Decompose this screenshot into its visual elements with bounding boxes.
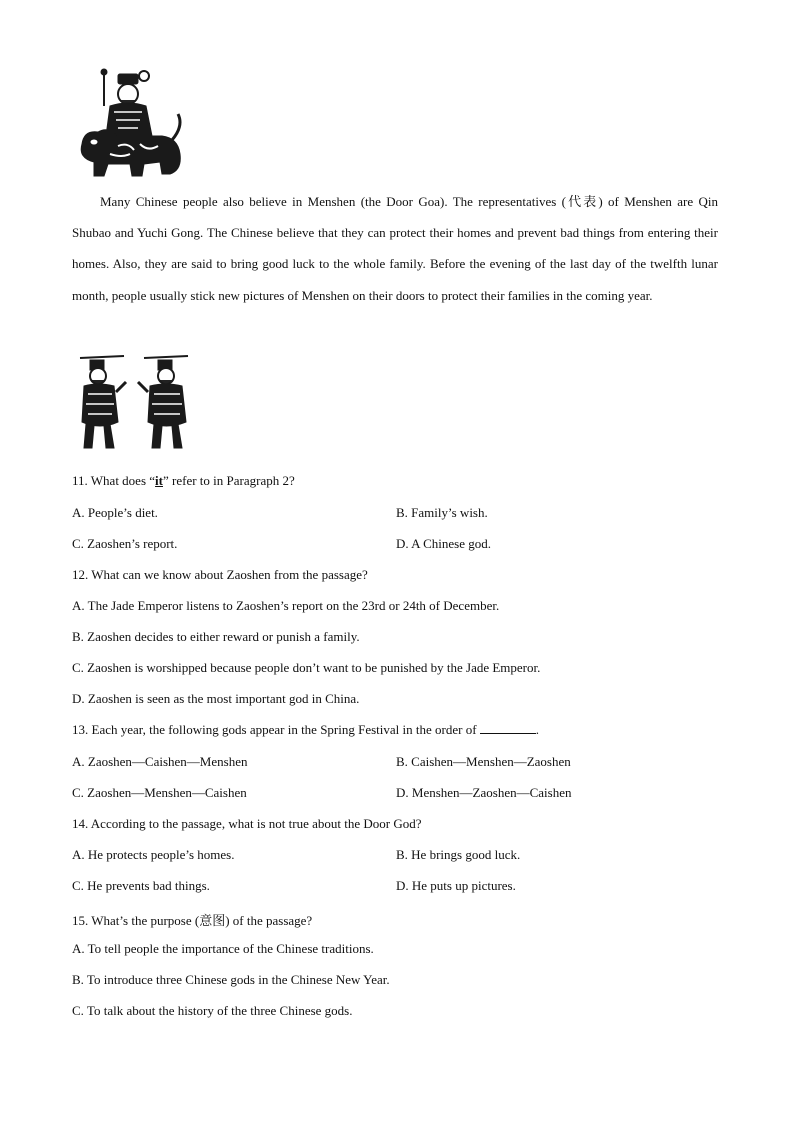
question-13-option-b[interactable]: B. Caishen—Menshen—Zaoshen (396, 754, 571, 769)
question-14-option-c[interactable]: C. He prevents bad things. (72, 878, 210, 893)
question-11-option-c[interactable]: C. Zaoshen’s report. (72, 536, 178, 551)
question-14-option-d[interactable]: D. He puts up pictures. (396, 878, 516, 893)
menshen-door-gods-illustration (76, 352, 194, 456)
question-11-stem-pre: 11. What does “ (72, 473, 156, 488)
question-15-option-c[interactable]: C. To talk about the history of the three Chinese gods. (72, 1003, 353, 1018)
question-14-stem: 14. According to the passage, what is not true about the Door God? (72, 816, 422, 831)
question-11-option-b[interactable]: B. Family’s wish. (396, 505, 488, 520)
caishen-on-tiger-illustration (74, 66, 186, 180)
question-13-stem-text: 13. Each year, the following gods appear in the Spring Festival in the order of (72, 722, 477, 737)
question-13-option-d[interactable]: D. Menshen—Zaoshen—Caishen (396, 785, 572, 800)
question-12-stem: 12. What can we know about Zaoshen from the passage? (72, 567, 368, 582)
question-15-option-a[interactable]: A. To tell people the importance of the Chinese traditions. (72, 941, 374, 956)
question-11-stem-post: ” refer to in Paragraph 2? (163, 473, 295, 488)
question-15-option-b[interactable]: B. To introduce three Chinese gods in the Chinese New Year. (72, 972, 390, 987)
answer-blank (480, 722, 536, 734)
question-13-option-a[interactable]: A. Zaoshen—Caishen—Menshen (72, 754, 248, 769)
question-12-option-d[interactable]: D. Zaoshen is seen as the most important god in China. (72, 691, 360, 706)
question-11-keyword: it (155, 473, 163, 488)
question-12-option-a[interactable]: A. The Jade Emperor listens to Zaoshen’s report on the 23rd or 24th of December. (72, 598, 500, 613)
question-14-option-a[interactable]: A. He protects people’s homes. (72, 847, 235, 862)
question-11-option-d[interactable]: D. A Chinese god. (396, 536, 491, 551)
question-14-option-b[interactable]: B. He brings good luck. (396, 847, 521, 862)
question-11-stem (72, 473, 295, 489)
passage-paragraph: Many Chinese people also believe in Menshen (the Door Goa). The representatives (代表) of Menshen are Qin Shubao and Yuchi Gong. The Chinese believe that they can protect their homes and prevent bad things from entering their homes. Also, they are said to bring good luck to the whole family. Before the evening of the last day of the twelfth lunar month, people usually stick new pictures of Menshen on their doors to protect their families in the coming year. (72, 194, 718, 303)
question-15-stem: 15. What’s the purpose (意图) of the passage? (72, 913, 313, 928)
question-13-stem (72, 722, 539, 738)
question-12-option-b[interactable]: B. Zaoshen decides to either reward or punish a family. (72, 629, 360, 644)
question-12-option-c[interactable]: C. Zaoshen is worshipped because people don’t want to be punished by the Jade Emperor. (72, 660, 541, 675)
question-11-option-a[interactable]: A. People’s diet. (72, 505, 158, 520)
question-13-stem-end: . (535, 722, 540, 737)
question-13-option-c[interactable]: C. Zaoshen—Menshen—Caishen (72, 785, 247, 800)
